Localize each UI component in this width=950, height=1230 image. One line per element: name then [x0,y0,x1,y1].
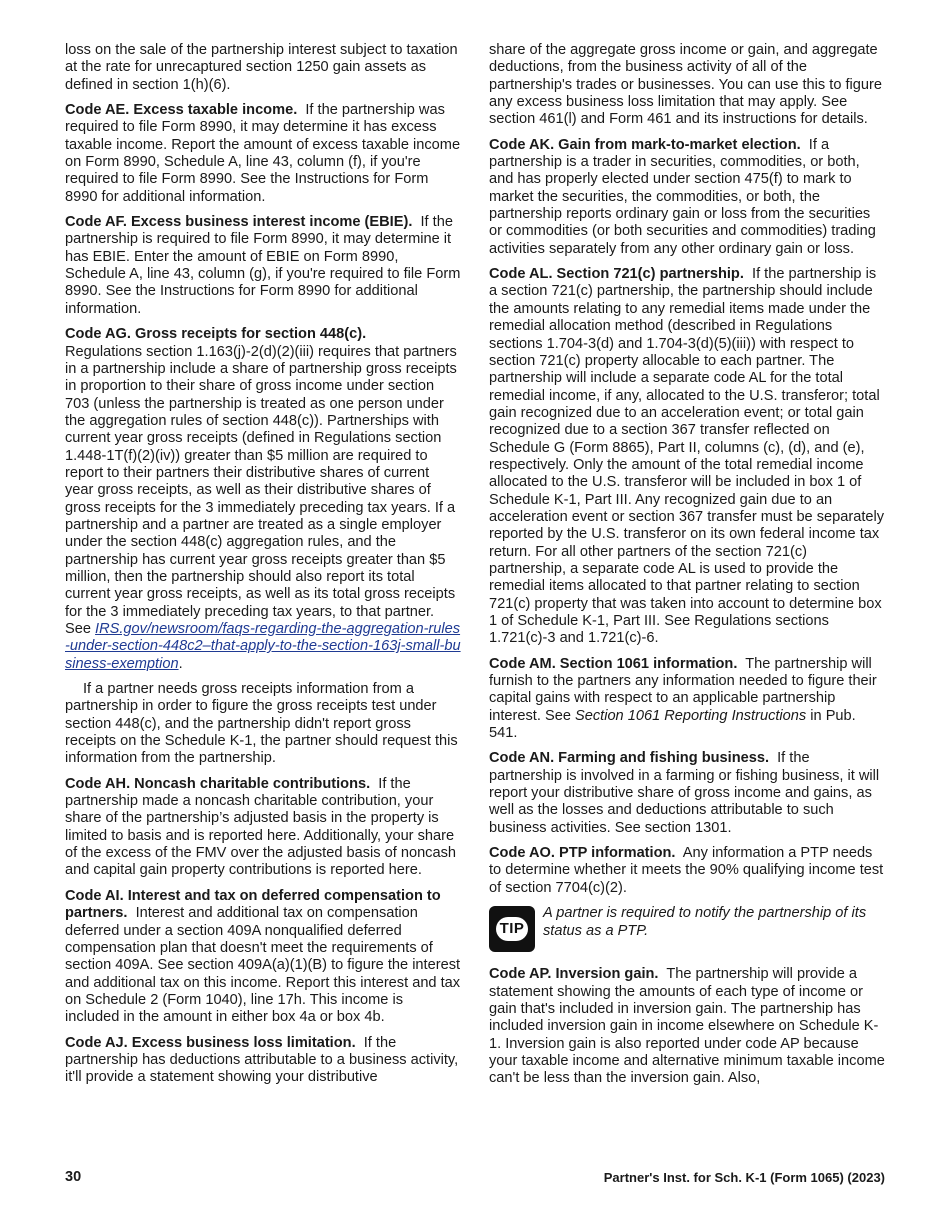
left-column [65,42,461,1095]
code-ap-text: The partnership will provide a statement showing the amounts of each type of income or gain that's included in inversion gain. The partnership has included inversion gain in income elsewhere on Schedule K-1. Inversion gain is also reported under code AP because your taxable income and alternative minimum taxable income can't be less than the inversion gain. Also, [489,966,885,1087]
code-ak-section [489,137,885,258]
code-ai-section [65,888,461,1027]
code-af-heading: Code AF. Excess business interest income (EBIE). [65,214,413,231]
code-af-section [65,214,461,318]
code-aj-section [65,1035,461,1087]
code-ao-section [489,845,885,897]
code-aj-heading: Code AJ. Excess business loss limitation. [65,1034,356,1051]
tip-label: TIP [496,917,529,941]
code-ag-followup [65,681,461,768]
code-am-section [489,656,885,743]
paragraph-continuation [489,42,885,129]
code-am-text-end: in Pub. 541. [489,707,856,742]
code-ae-heading: Code AE. Excess taxable income. [65,102,298,119]
code-al-heading: Code AL. Section 721(c) partnership. [489,266,744,283]
code-ao-text: Any information a PTP needs to determine whether it meets the 90% qualifying income test of section 7704(c)(2). [489,845,884,896]
code-ap-section [489,966,885,1087]
paragraph-continuation [65,42,461,94]
code-ai-heading: Code AI. Interest and tax on deferred compensation to partners. [65,887,441,922]
tip-callout [489,905,885,952]
code-ao-heading: Code AO. PTP information. [489,845,676,862]
code-ai-text: Interest and additional tax on compensation deferred under a section 409A nonqualified deferred compensation plan that doesn't meet the requirements of section 409A. See section 409A(a)(1)(B) to figure the interest and additional tax on this income. Report this interest and tax on Schedule 2 (Form 1040), line 17h. This income is included in the amount in either box 4a or box 4b. [65,905,461,1026]
code-an-section [489,750,885,837]
code-am-italic-ref: Section 1061 Reporting Instructions [575,707,807,724]
code-ag-heading: Code AG. Gross receipts for section 448(c). [65,326,367,343]
page-number: 30 [65,1169,82,1185]
code-ak-text: If a partnership is a trader in securities, commodities, or both, and has properly elected under section 475(f) to mark to market the securities, the commodities, or both, the partnership reports ordinary gain or loss from the securities or commodities (or both securities and commodities) trading activities separately from any other ordinary gain or loss. [489,136,876,257]
code-ag-link-period: . [178,655,183,672]
code-ak-heading: Code AK. Gain from mark-to-market election. [489,136,801,153]
irs-faq-link[interactable]: IRS.gov/newsroom/faqs-regarding-the-aggregation-rules-under-section-448c2–that-apply-to-the-section-163j-small-business-exemption [65,621,461,672]
code-af-text: If the partnership is required to file Form 8990, it may determine it has EBIE. Enter the amount of EBIE on Form 8990, Schedule A, line 43, column (g), if you're required to file Form 8990. See the Instructions for Form 8990 for additional information. [65,214,461,317]
code-al-section [489,266,885,648]
tip-icon [489,906,535,952]
code-am-text: The partnership will furnish to the partners any information needed to figure their capital gains with respect to an applicable partnership interest. See [489,655,877,724]
code-ae-text: If the partnership was required to file Form 8990, it may determine it has excess taxable income. Report the amount of excess taxable income on Form 8990, Schedule A, line 43, column (f), if you're required to file Form 8990. See the Instructions for Form 8990 for additional information. [65,102,461,205]
code-an-heading: Code AN. Farming and fishing business. [489,750,770,767]
paragraph-text: share of the aggregate gross income or gain, and aggregate deductions, from the business activity of all of the partnership's trades or businesses. You can use this to figure any excess business loss limitation that may apply. See section 461(l) and Form 461 and its instructions for details. [489,42,882,128]
document-title: Partner's Inst. for Sch. K-1 (Form 1065) (2023) [603,1170,885,1185]
code-ah-section [65,776,461,880]
code-ag-section [65,326,461,673]
code-ap-heading: Code AP. Inversion gain. [489,966,659,983]
code-ah-text: If the partnership made a noncash charitable contribution, your share of the partnership’s adjusted basis in the property is limited to basis and is reported here. Additionally, your share of the excess of the FMV over the adjusted basis of noncash and capital gain property contributions is reported here. [65,775,457,879]
code-aj-text: If the partnership has deductions attributable to a business activity, it'll provide a statement showing your distributive [65,1034,459,1086]
code-ah-heading: Code AH. Noncash charitable contributions. [65,775,371,792]
paragraph-text: loss on the sale of the partnership interest subject to taxation at the rate for unrecaptured section 1250 gain assets as defined in section 1(h)(6). [65,42,458,93]
code-am-heading: Code AM. Section 1061 information. [489,655,738,672]
code-ag-text2: If a partner needs gross receipts information from a partnership in order to figure the gross receipts test under section 448(c), and the partnership didn't report gross receipts on the Schedule K-1, the partner should request this information from the partnership. [65,681,458,767]
code-ae-section [65,102,461,206]
tip-text: A partner is required to notify the partnership of its status as a PTP. [543,905,867,939]
code-ag-text: Regulations section 1.163(j)-2(d)(2)(iii) requires that partners in a partnership include a share of partnership gross receipts in proportion to their share of gross income under section 703 (unless the partnership is treated as one person under the aggregation rules of section 448(c)). Partnerships with current year gross receipts (defined in Regulations section 1.448-1T(f)(2)(iv)) greater than $5 million are required to report to their partners their distributive shares of current year gross receipts, as well as their distributive shares of gross receipts for the 3 immediately preceding tax years. If a partnership and a partner are treated as a single employer under the section 448(c) aggregation rules, and the partnership has current year gross receipts greater than $5 million, then the partnership should also report its total current year gross receipts, as well as its total gross receipts for the 3 immediately preceding tax years, to that partner. See [65,343,457,637]
code-an-text: If the partnership is involved in a farming or fishing business, it will report your distributive share of gross income and gains, as well as the losses and deductions attributable to such business activities. See section 1301. [489,750,880,836]
right-column [489,42,885,1096]
code-al-text: If the partnership is a section 721(c) partnership, the partnership should include the amounts relating to any remedial items made under the remedial allocation method (described in Regulations sections 1.704-3(d) and 1.704-3(d)(5)(iii)) with respect to section 721(c) property allocable to each partner. The partnership will include a separate code AL for the total remedial income, if any, allocated to the U.S. transferor; total gain recognized due to an acceleration event; or total gain recognized due to a section 367 transfer reflected on Schedule G (Form 8865), Part II, columns (c), (d), and (e), respectively. Only the amount of the total remedial income allocated to the U.S. transferor will be included in box 1 of Schedule K-1, Part III. Any recognized gain due to an acceleration event or section 367 transfer must be separately reported by the U.S. transferor on its own federal income tax return. For all other partners of the section 721(c) partnership, a separate code AL is used to provide the remedial items allocated to that partner relating to section 721(c) property that was taken into account to determine box 1 of Schedule K-1, Part III. See Regulations sections 1.721(c)-3 and 1.721(c)-6. [489,266,885,647]
